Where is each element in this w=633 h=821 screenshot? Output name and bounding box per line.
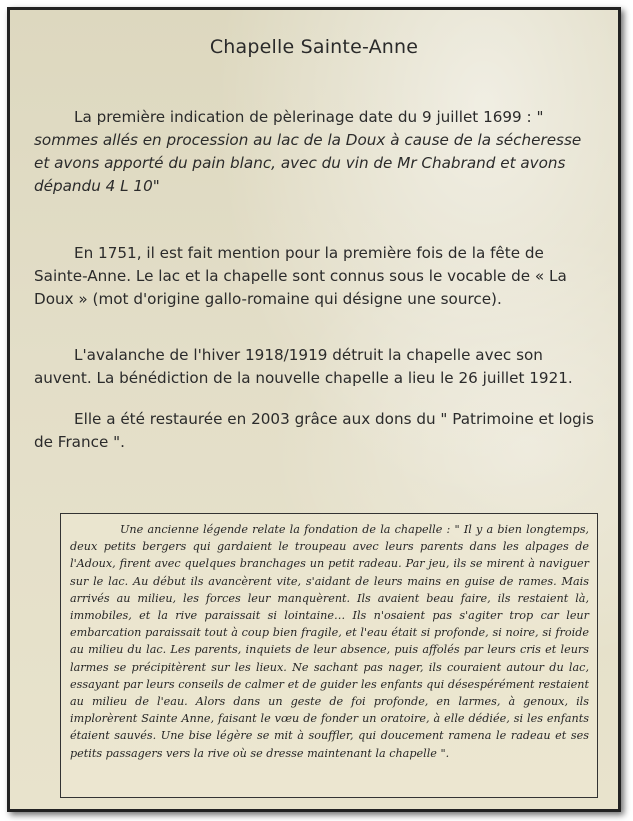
legend-paragraph	[70, 521, 589, 762]
paragraph-restoration	[34, 408, 600, 454]
paragraph-feast-text: En 1751, il est fait mention pour la première fois de la fête de Sainte-Anne. Le lac et la chapelle sont connus sous le vocable de « La Doux » (mot d'origine gallo-romaine qui désigne une source).	[34, 244, 567, 308]
paragraph-avalanche-text: L'avalanche de l'hiver 1918/1919 détruit la chapelle avec son auvent. La bénédiction de la nouvelle chapelle a lieu le 26 juillet 1921.	[34, 346, 573, 387]
sign-panel	[7, 7, 621, 812]
paragraph-feast	[34, 242, 600, 311]
legend-text: Une ancienne légende relate la fondation de la chapelle : " Il y a bien longtemps, deux petits bergers qui gardaient le troupeau avec leurs parents dans les alpages de l'Adoux, firent avec quelques branchages un petit radeau. Par jeu, ils se mirent à naviguer sur le lac. Au début ils avancèrent vite, s'aidant de leurs mains en guise de rames. Mais arrivés au milieu, les forces leur manquèrent. Ils avaient beau faire, ils restaient là, immobiles, et la rive paraissait si lointaine… Ils n'osaient pas s'agiter trop car leur embarcation paraissait tout à coup bien fragile, et l'eau était si profonde, si noire, si froide au milieu du lac. Les parents, inquiets de leur absence, puis affolés par leurs cris et leurs larmes se précipitèrent sur les lieux. Ne sachant pas nager, ils couraient autour du lac, essayant par leurs conseils de calmer et de guider les enfants qui désespérément restaient au milieu de l'eau. Alors dans un geste de foi profonde, en larmes, à genoux, ils implorèrent Sainte Anne, faisant le vœu de fonder un oratoire, à elle dédiée, si les enfants étaient sauvés. Une bise légère se mit à souffler, qui doucement ramena le radeau et ses petits passagers vers la rive où se dresse maintenant la chapelle ".	[70, 523, 589, 760]
legend-box	[60, 513, 598, 798]
paragraph-pilgrimage-quote: " sommes allés en procession au lac de la Doux à cause de la sécheresse et avons apporté du pain blanc, avec du vin de Mr Chabrand et avons dépandu 4 L 10"	[34, 108, 582, 195]
paragraph-pilgrimage	[34, 106, 600, 198]
paragraph-restoration-text: Elle a été restaurée en 2003 grâce aux dons du " Patrimoine et logis de France ".	[34, 410, 594, 451]
sign-title: Chapelle Sainte-Anne	[209, 36, 419, 58]
paragraph-pilgrimage-intro: La première indication de pèlerinage date du 9 juillet 1699 :	[74, 108, 532, 126]
paragraph-avalanche	[34, 344, 600, 390]
